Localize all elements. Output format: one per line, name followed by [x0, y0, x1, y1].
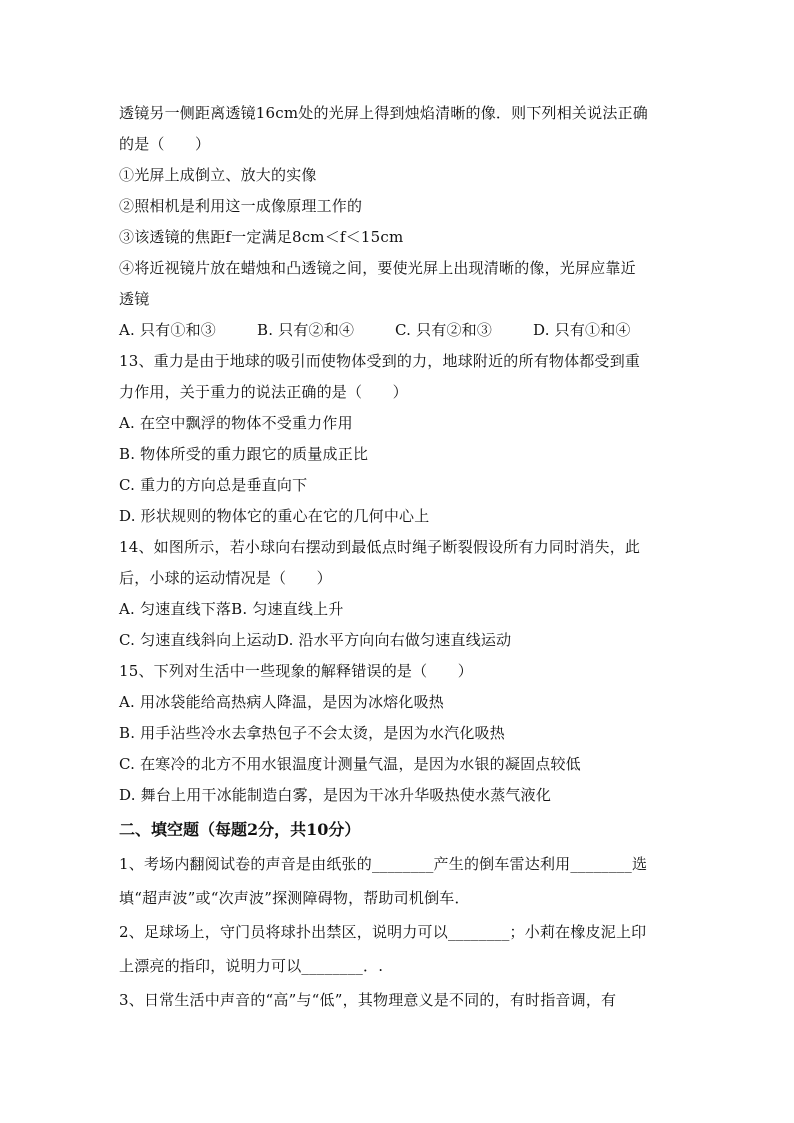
q15-option-b: B. 用手沾些冷水去拿热包子不会太烫，是因为水汽化吸热	[119, 724, 505, 742]
q12-statement-3: ③该透镜的焦距f一定满足8cm＜f＜15cm	[119, 228, 404, 246]
q13-stem-line-1: 13、重力是由于地球的吸引而使物体受到的力，地球附近的所有物体都受到重	[119, 352, 641, 370]
q13-stem-line-2: 力作用，关于重力的说法正确的是（ ）	[119, 383, 408, 401]
q14-stem-line-1: 14、如图所示，若小球向右摆动到最低点时绳子断裂假设所有力同时消失，此	[119, 538, 641, 556]
fill-q2-line-2: 上漂亮的指印，说明力可以________．.	[119, 957, 384, 975]
q13-option-b: B. 物体所受的重力跟它的质量成正比	[119, 445, 369, 463]
q13-option-c: C. 重力的方向总是垂直向下	[119, 476, 308, 494]
section-2-title: 二、填空题（每题2分，共10分）	[119, 820, 361, 839]
fill-q1-line-2: 填“超声波”或“次声波”探测障碍物，帮助司机倒车．	[119, 889, 470, 907]
q12-stem-line-2: 的是（ ）	[119, 135, 211, 153]
q15-option-c: C. 在寒冷的北方不用水银温度计测量气温，是因为水银的凝固点较低	[119, 755, 581, 773]
q12-options	[119, 315, 679, 346]
q12-option-d: D. 只有①和④	[533, 321, 631, 339]
q14-options-ab: A. 匀速直线下落B. 匀速直线上升	[119, 600, 344, 618]
q14-stem-line-2: 后，小球的运动情况是（ ）	[119, 569, 332, 587]
fill-q3-line-1: 3、日常生活中声音的“高”与“低”，其物理意义是不同的，有时指音调，有	[119, 991, 617, 1009]
fill-q1-line-1: 1、考场内翻阅试卷的声音是由纸张的________产生的倒车雷达利用________选	[119, 855, 648, 873]
q12-option-c: C. 只有②和③	[395, 321, 493, 339]
q15-option-a: A. 用冰袋能给高热病人降温，是因为冰熔化吸热	[119, 693, 444, 711]
q12-statement-4-cont: 透镜	[119, 290, 150, 308]
q12-statement-1: ①光屏上成倒立、放大的实像	[119, 166, 317, 184]
q13-option-d: D. 形状规则的物体它的重心在它的几何中心上	[119, 507, 430, 525]
q12-option-b: B. 只有②和④	[257, 321, 355, 339]
q15-option-d: D. 舞台上用干冰能制造白雾，是因为干冰升华吸热使水蒸气液化	[119, 786, 552, 804]
q12-statement-2: ②照相机是利用这一成像原理工作的	[119, 197, 363, 215]
q13-option-a: A. 在空中飘浮的物体不受重力作用	[119, 414, 353, 432]
q14-options-cd: C. 匀速直线斜向上运动D. 沿水平方向向右做匀速直线运动	[119, 631, 512, 649]
q12-statement-4: ④将近视镜片放在蜡烛和凸透镜之间，要使光屏上出现清晰的像，光屏应靠近	[119, 259, 636, 277]
fill-q2-line-1: 2、足球场上，守门员将球扑出禁区，说明力可以________；小莉在橡皮泥上印	[119, 923, 647, 941]
page-content	[119, 98, 679, 1017]
q15-stem: 15、下列对生活中一些现象的解释错误的是（ ）	[119, 662, 473, 680]
q12-option-a: A. 只有①和③	[119, 321, 216, 339]
q12-stem-line-1: 透镜另一侧距离透镜16cm处的光屏上得到烛焰清晰的像．则下列相关说法正确	[119, 104, 648, 122]
